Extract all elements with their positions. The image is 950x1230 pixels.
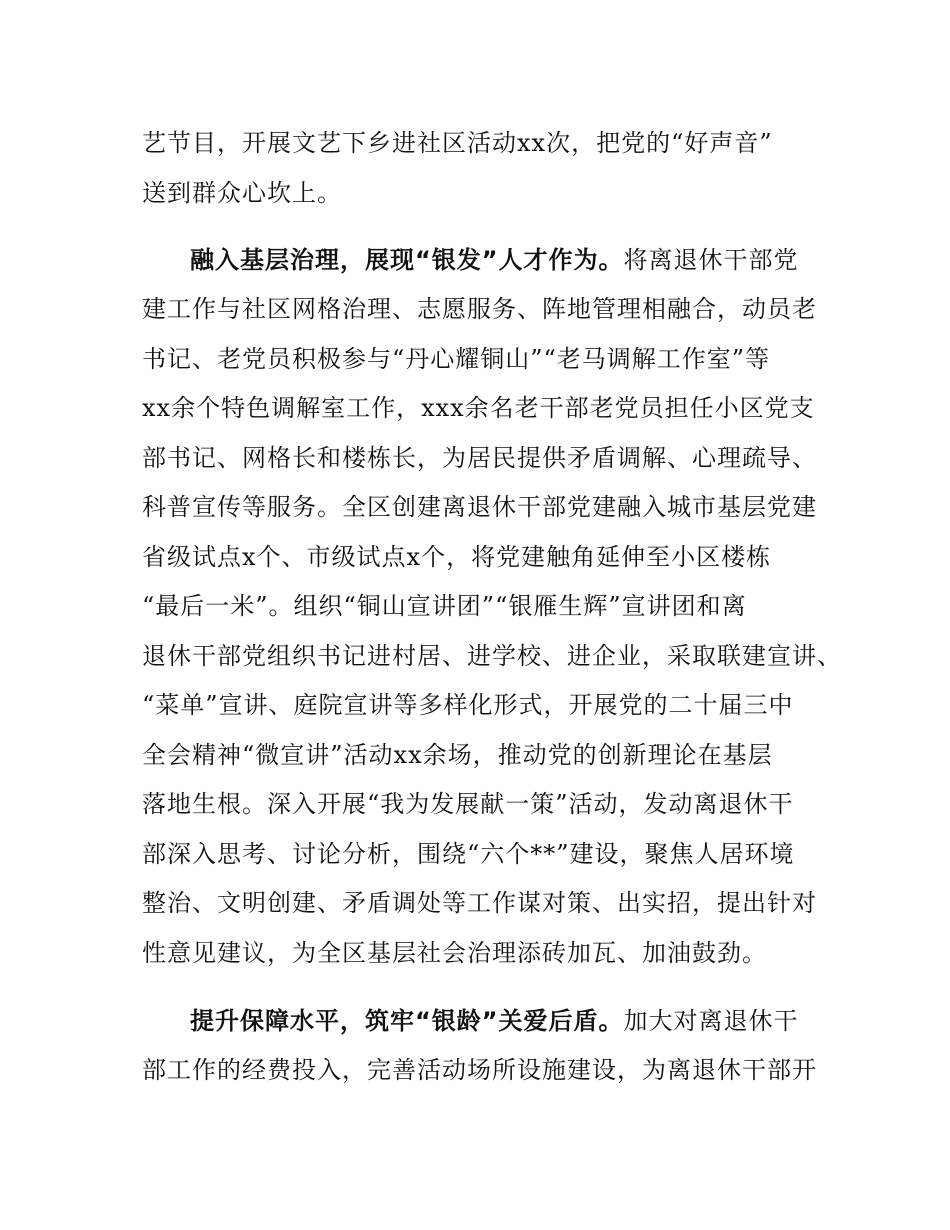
paragraph-3-first-line <box>190 1006 799 1036</box>
paragraph-3-heading: 提升保障水平，筑牢“银龄”关爱后盾。 <box>190 1007 624 1035</box>
paragraph-2-line-9: 退休干部党组织书记进村居、进学校、进企业，采取联建宣讲、 <box>142 642 842 670</box>
paragraph-2-first-line <box>190 245 799 275</box>
paragraph-2-line-14: 整治、文明创建、矛盾调处等工作谋对策、出实招，提出针对 <box>142 889 817 917</box>
paragraph-2-line-4: xx余个特色调解室工作，xxx余名老干部老党员担任小区党支 <box>142 394 815 422</box>
paragraph-2-line-10: “菜单”宣讲、庭院宣讲等多样化形式，开展党的二十届三中 <box>142 691 794 719</box>
paragraph-2-first-rest: 将离退休干部党 <box>623 246 799 274</box>
paragraph-2-line-2: 建工作与社区网格治理、志愿服务、阵地管理相融合，动员老 <box>142 295 817 323</box>
paragraph-2-line-13: 部深入思考、讨论分析，围绕“六个**”建设，聚焦人居环境 <box>142 840 795 868</box>
paragraph-2-line-7: 省级试点x个、市级试点x个，将党建触角延伸至小区楼栋 <box>142 543 772 571</box>
paragraph-2-line-12: 落地生根。深入开展“我为发展献一策”活动，发动离退休干 <box>142 790 794 818</box>
paragraph-1-line-2: 送到群众心坎上。 <box>142 179 342 207</box>
paragraph-1-line-1: 艺节目，开展文艺下乡进社区活动xx次，把党的“好声音” <box>142 129 773 157</box>
paragraph-2-line-15: 性意见建议，为全区基层社会治理添砖加瓦、加油鼓劲。 <box>142 939 767 967</box>
paragraph-2-line-11: 全会精神“微宣讲”活动xx余场，推动党的创新理论在基层 <box>142 741 773 769</box>
paragraph-2-line-6: 科普宣传等服务。全区创建离退休干部党建融入城市基层党建 <box>142 493 817 521</box>
paragraph-2-line-3: 书记、老党员积极参与“丹心耀铜山”“老马调解工作室”等 <box>142 345 771 373</box>
paragraph-3-first-rest: 加大对离退休干 <box>623 1007 799 1035</box>
paragraph-3-line-2: 部工作的经费投入，完善活动场所设施建设，为离退休干部开 <box>142 1056 817 1084</box>
paragraph-2-line-5: 部书记、网格长和楼栋长，为居民提供矛盾调解、心理疏导、 <box>142 444 817 472</box>
paragraph-2-heading: 融入基层治理，展现“银发”人才作为。 <box>190 246 624 274</box>
paragraph-2-line-8: “最后一米”。组织“铜山宣讲团”“银雁生辉”宣讲团和离 <box>142 592 747 620</box>
